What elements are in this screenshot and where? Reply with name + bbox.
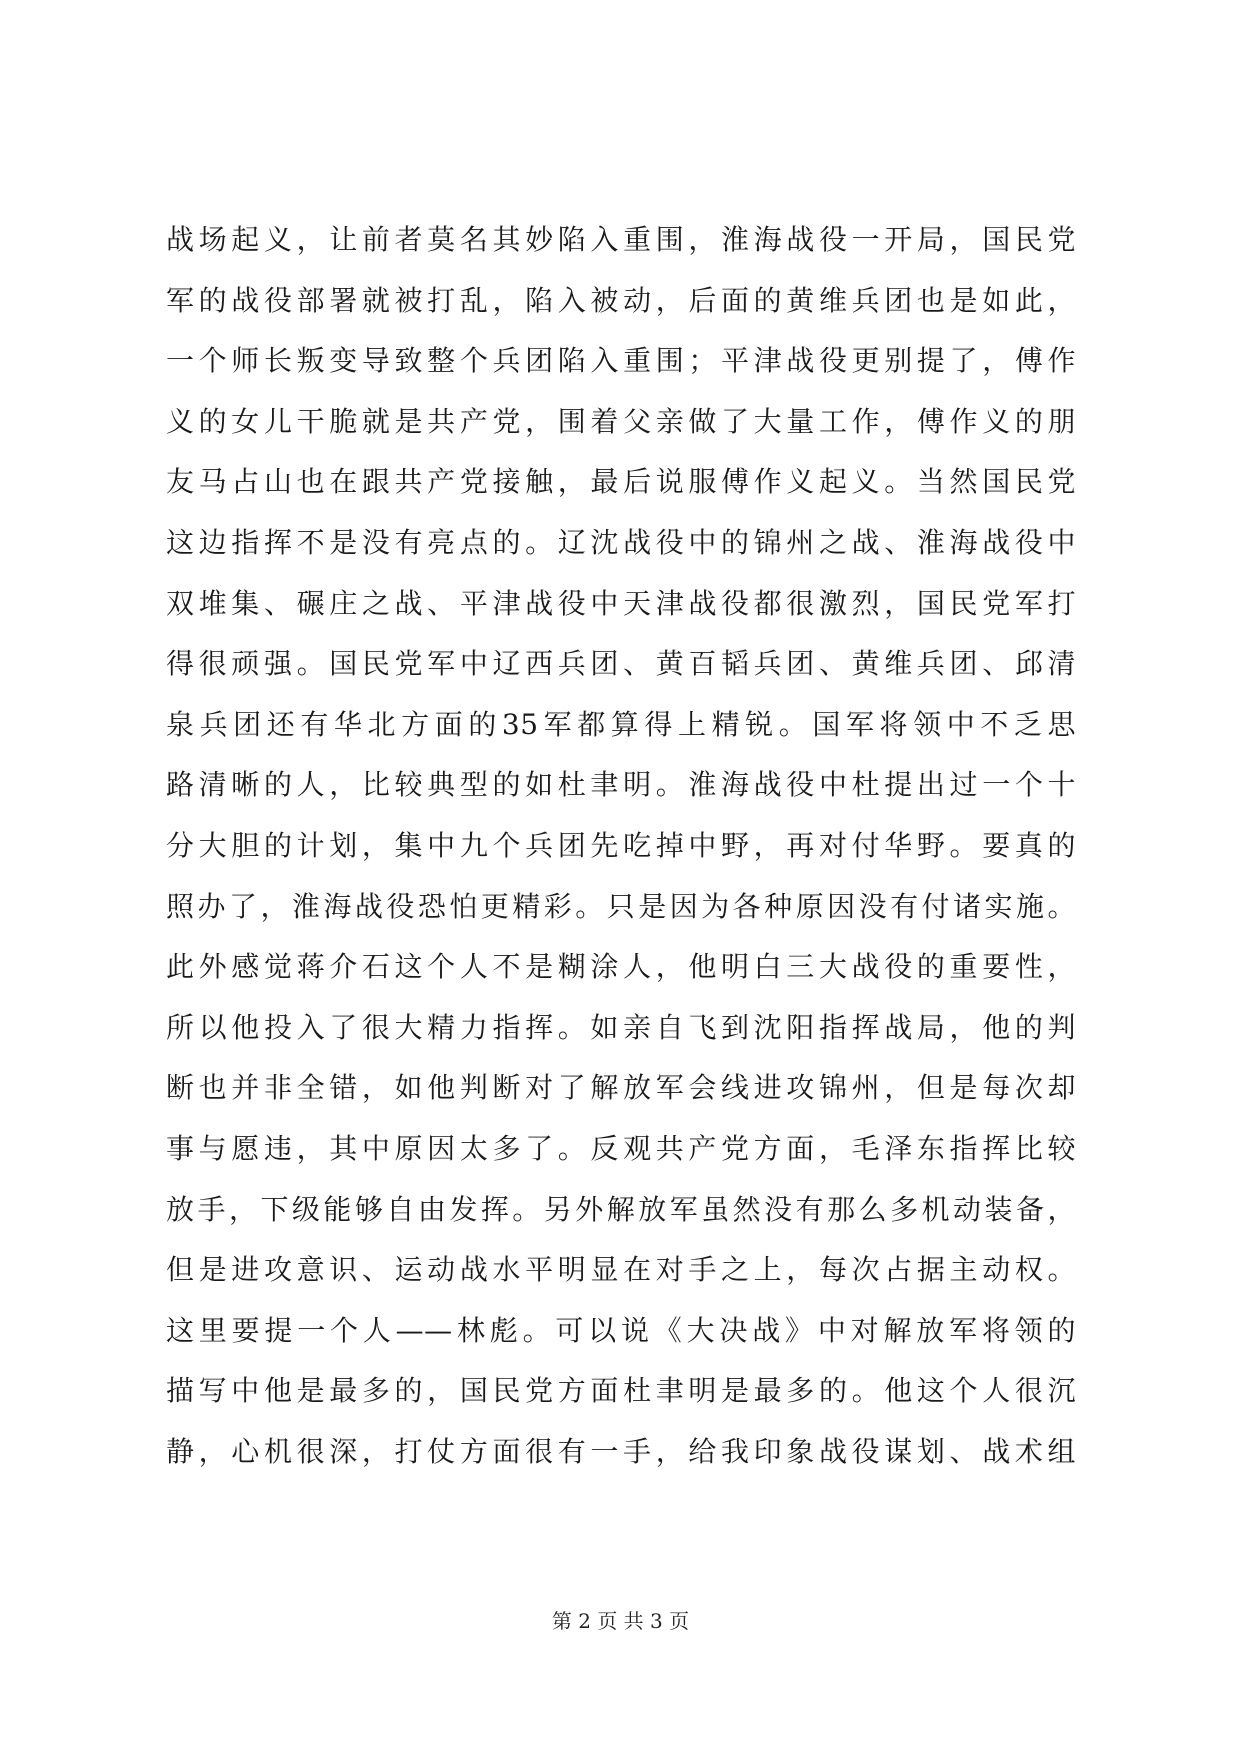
text-line: 双堆集、碾庄之战、平津战役中天津战役都很激烈，国民党军打	[166, 586, 1076, 620]
text-line: 得很顽强。国民党军中辽西兵团、黄百韬兵团、黄维兵团、邱清	[166, 647, 1076, 681]
text-line: 事与愿违，其中原因太多了。反观共产党方面，毛泽东指挥比较	[166, 1131, 1076, 1165]
text-line: 此外感觉蒋介石这个人不是糊涂人，他明白三大战役的重要性，	[166, 950, 1076, 984]
text-line: 静，心机很深，打仗方面很有一手，给我印象战役谋划、战术组	[166, 1434, 1076, 1468]
text-line: 所以他投入了很大精力指挥。如亲自飞到沈阳指挥战局，他的判	[166, 1010, 1076, 1044]
page-number-footer: 第 2 页 共 3 页	[551, 1609, 690, 1633]
text-line: 友马占山也在跟共产党接触，最后说服傅作义起义。当然国民党	[166, 465, 1076, 499]
text-line: 照办了，淮海战役恐怕更精彩。只是因为各种原因没有付诸实施。	[166, 889, 1076, 923]
text-line: 路清晰的人，比较典型的如杜聿明。淮海战役中杜提出过一个十	[166, 768, 1076, 802]
text-line: 断也并非全错，如他判断对了解放军会线进攻锦州，但是每次却	[166, 1071, 1076, 1105]
text-line: 这边指挥不是没有亮点的。辽沈战役中的锦州之战、淮海战役中	[166, 525, 1076, 559]
text-line: 一个师长叛变导致整个兵团陷入重围；平津战役更别提了，傅作	[166, 344, 1076, 378]
body-text	[166, 210, 1076, 1482]
text-line: 战场起义，让前者莫名其妙陷入重围，淮海战役一开局，国民党	[166, 223, 1076, 256]
text-line: 分大胆的计划，集中九个兵团先吃掉中野，再对付华野。要真的	[166, 828, 1076, 862]
text-line: 放手，下级能够自由发挥。另外解放军虽然没有那么多机动装备，	[166, 1192, 1076, 1226]
text-line: 义的女儿干脆就是共产党，围着父亲做了大量工作，傅作义的朋	[166, 404, 1076, 438]
text-line: 这里要提一个人——林彪。可以说《大决战》中对解放军将领的	[166, 1313, 1076, 1347]
text-line: 但是进攻意识、运动战水平明显在对手之上，每次占据主动权。	[166, 1253, 1076, 1287]
text-line: 军的战役部署就被打乱，陷入被动，后面的黄维兵团也是如此，	[166, 283, 1076, 317]
text-line: 描写中他是最多的，国民党方面杜聿明是最多的。他这个人很沉	[166, 1374, 1076, 1408]
text-line: 泉兵团还有华北方面的35军都算得上精锐。国军将领中不乏思	[166, 707, 1076, 741]
